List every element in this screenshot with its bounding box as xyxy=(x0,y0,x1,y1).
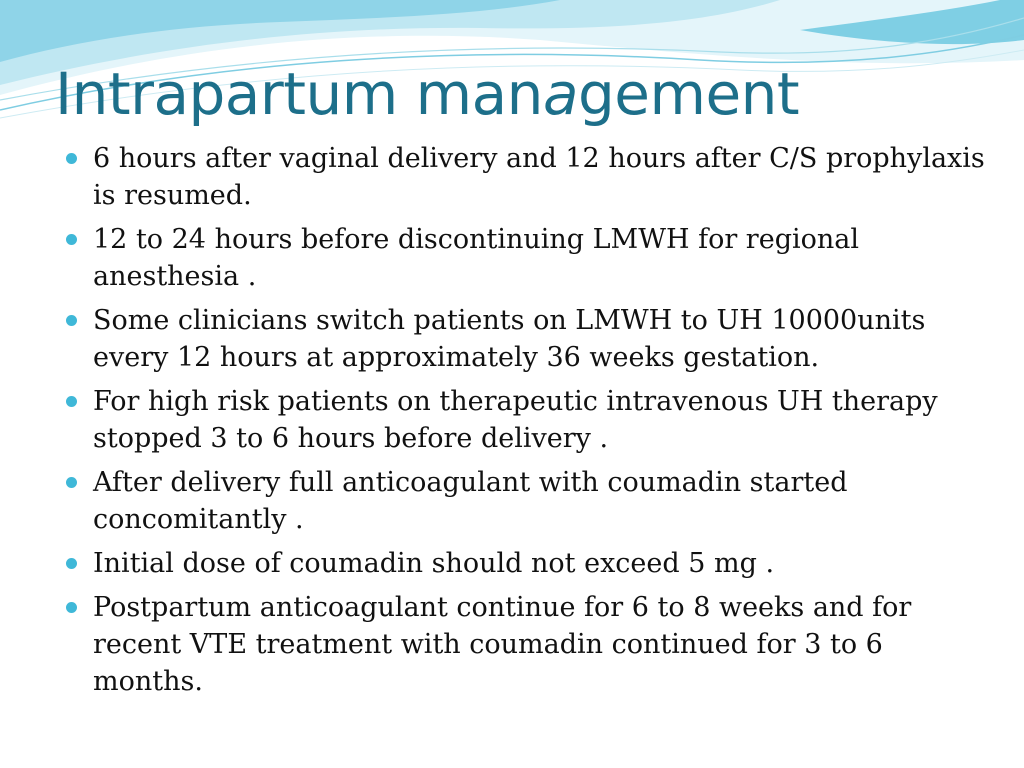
bullet-dot-icon xyxy=(66,558,77,569)
bullet-text: Some clinicians switch patients on LMWH to UH 10000units every 12 hours at approximately 36 weeks gestation. xyxy=(93,305,926,373)
bullet-list xyxy=(66,140,986,707)
bullet-text: Postpartum anticoagulant continue for 6 to 8 weeks and for recent VTE treatment with coumadin continued for 3 to 6 months. xyxy=(93,592,912,697)
slide-title xyxy=(55,56,799,132)
title-part-2: a xyxy=(542,60,578,128)
bullet-dot-icon xyxy=(66,477,77,488)
title-part-3: gement xyxy=(577,60,800,128)
bullet-text: For high risk patients on therapeutic intravenous UH therapy stopped 3 to 6 hours before delivery . xyxy=(93,386,938,454)
bullet-dot-icon xyxy=(66,234,77,245)
bullet-dot-icon xyxy=(66,602,77,613)
bullet-item xyxy=(66,589,986,700)
bullet-item xyxy=(66,302,986,376)
bullet-item xyxy=(66,140,986,214)
bullet-dot-icon xyxy=(66,315,77,326)
bullet-item xyxy=(66,383,986,457)
bullet-item xyxy=(66,464,986,538)
bullet-text: Initial dose of coumadin should not exceed 5 mg . xyxy=(93,548,775,579)
title-part-1: Intrapartum man xyxy=(55,60,543,128)
bullet-item xyxy=(66,545,986,582)
bullet-text: 12 to 24 hours before discontinuing LMWH for regional anesthesia . xyxy=(93,224,859,292)
bullet-text: 6 hours after vaginal delivery and 12 hours after C/S prophylaxis is resumed. xyxy=(93,143,985,211)
bullet-text: After delivery full anticoagulant with coumadin started concomitantly . xyxy=(93,467,848,535)
bullet-item xyxy=(66,221,986,295)
bullet-dot-icon xyxy=(66,153,77,164)
bullet-dot-icon xyxy=(66,396,77,407)
